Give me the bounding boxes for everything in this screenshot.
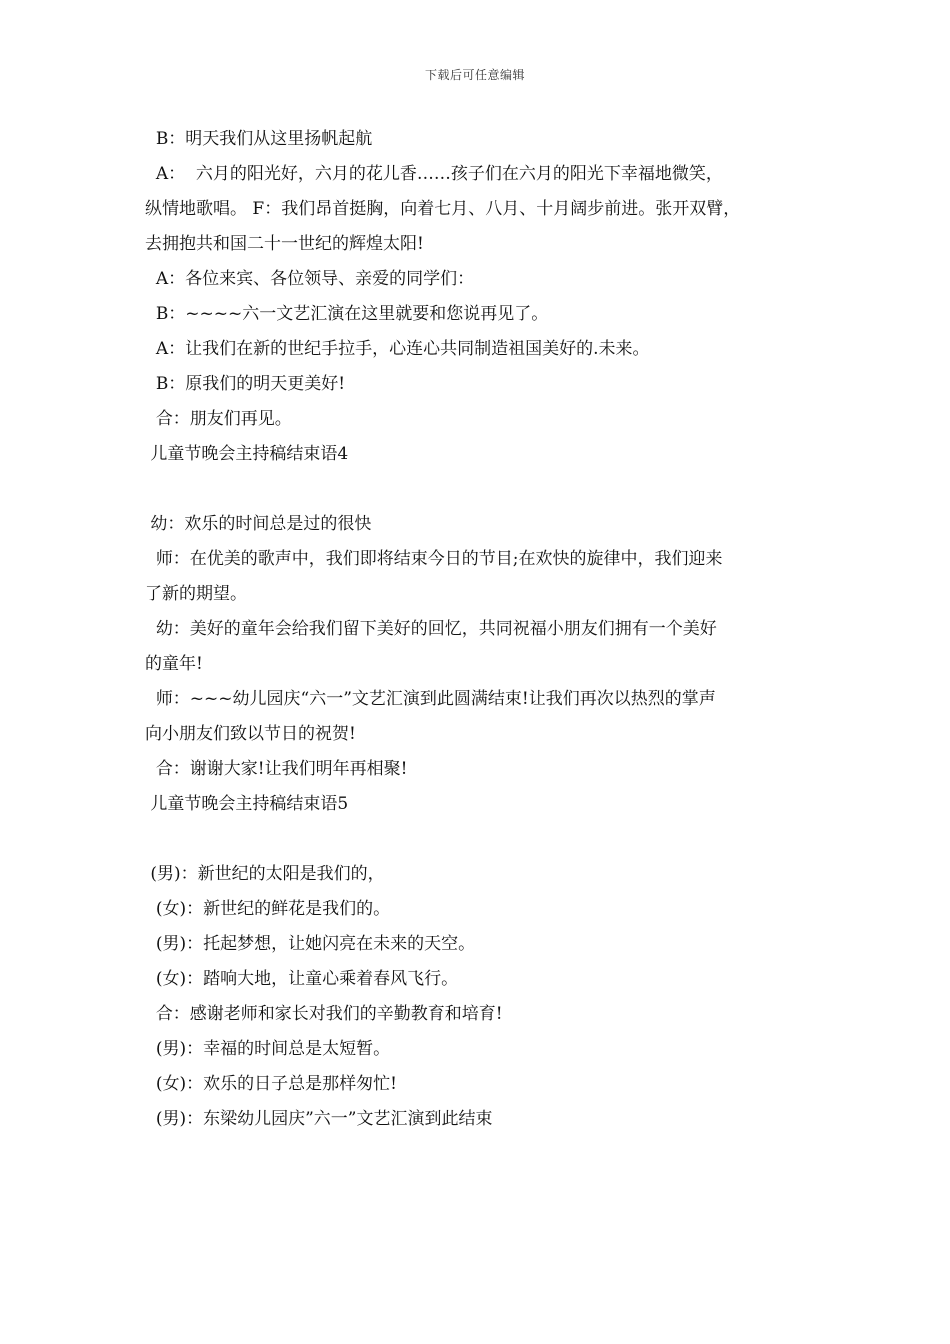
text-line: A：让我们在新的世纪手拉手，心连心共同制造祖国美好的.未来。 bbox=[145, 339, 650, 359]
text-line: 合：谢谢大家!让我们明年再相聚! bbox=[145, 759, 408, 779]
text-line: 师：~~~幼儿园庆“六一”文艺汇演到此圆满结束!让我们再次以热烈的掌声 bbox=[145, 689, 716, 709]
text-line: 合：朋友们再见。 bbox=[145, 409, 292, 429]
text-line: (女)：新世纪的鲜花是我们的。 bbox=[145, 899, 391, 919]
blank-line bbox=[145, 822, 815, 857]
text-line: B：~~~~六一文艺汇演在这里就要和您说再见了。 bbox=[145, 304, 549, 324]
text-line: B：明天我们从这里扬帆起航 bbox=[145, 129, 373, 149]
section-heading-4: 儿童节晚会主持稿结束语4 bbox=[145, 444, 349, 464]
text-line: 去拥抱共和国二十一世纪的辉煌太阳! bbox=[145, 234, 424, 254]
text-line: (女)：踏响大地，让童心乘着春风飞行。 bbox=[145, 969, 459, 989]
text-line: 了新的期望。 bbox=[145, 584, 247, 604]
document-body bbox=[145, 122, 815, 1137]
text-line: A： 六月的阳光好，六月的花儿香……孩子们在六月的阳光下幸福地微笑， bbox=[145, 164, 723, 184]
text-line: B：原我们的明天更美好! bbox=[145, 374, 346, 394]
text-line: 师：在优美的歌声中，我们即将结束今日的节目;在欢快的旋律中，我们迎来 bbox=[145, 549, 723, 569]
blank-line bbox=[145, 472, 815, 507]
page-header: 下载后可任意编辑 bbox=[424, 68, 525, 82]
text-line: (男)：新世纪的太阳是我们的， bbox=[145, 864, 385, 884]
text-line: A：各位来宾、各位领导、亲爱的同学们： bbox=[145, 269, 475, 289]
text-line: (男)：东梁幼儿园庆”六一”文艺汇演到此结束 bbox=[145, 1109, 493, 1129]
text-line: (男)：托起梦想，让她闪亮在未来的天空。 bbox=[145, 934, 476, 954]
text-line: 向小朋友们致以节日的祝贺! bbox=[145, 724, 356, 744]
text-line: (女)：欢乐的日子总是那样匆忙! bbox=[145, 1074, 397, 1094]
text-line: 纵情地歌唱。 F：我们昂首挺胸，向着七月、八月、十月阔步前进。张开双臂， bbox=[145, 199, 741, 219]
text-line: 合：感谢老师和家长对我们的辛勤教育和培育! bbox=[145, 1004, 503, 1024]
section-heading-5: 儿童节晚会主持稿结束语5 bbox=[145, 794, 349, 814]
text-line: (男)：幸福的时间总是太短暂。 bbox=[145, 1039, 391, 1059]
text-line: 幼：美好的童年会给我们留下美好的回忆，共同祝福小朋友们拥有一个美好 bbox=[145, 619, 717, 639]
text-line: 幼：欢乐的时间总是过的很快 bbox=[145, 514, 372, 534]
text-line: 的童年! bbox=[145, 654, 203, 674]
